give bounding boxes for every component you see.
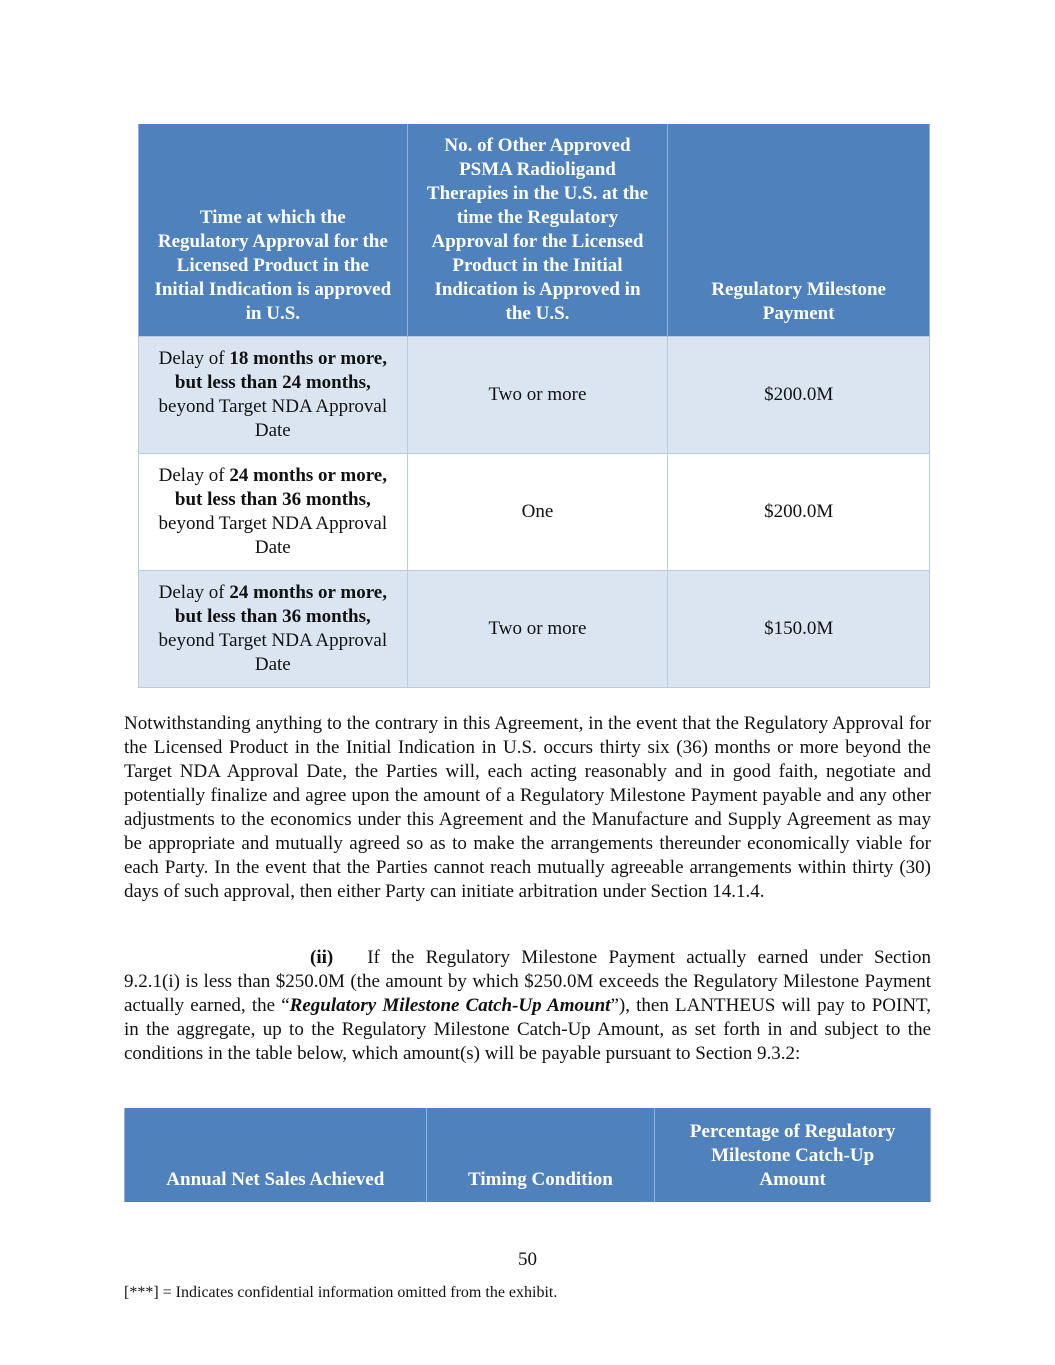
header-other-therapies: No. of Other Approved PSMA Radioligand Therapies in the U.S. at the time the Regulatory Approval for the Licensed Product in the Initial Indication is Approved in the U.S.	[407, 124, 668, 337]
cell-approval-time: Delay of 24 months or more, but less than 36 months, beyond Target NDA Approval Date	[139, 571, 408, 688]
defined-term: Regulatory Milestone Catch-Up Amount	[289, 995, 611, 1016]
page-number: 50	[518, 1249, 537, 1270]
cell-approval-time: Delay of 24 months or more, but less than 36 months, beyond Target NDA Approval Date	[139, 454, 408, 571]
table-header-row	[125, 1108, 931, 1202]
table-row	[139, 337, 930, 454]
header-annual-net-sales: Annual Net Sales Achieved	[125, 1108, 427, 1202]
cell-approval-time: Delay of 18 months or more, but less than 24 months, beyond Target NDA Approval Date	[139, 337, 408, 454]
table-header-row	[139, 124, 930, 337]
milestone-payment-table	[138, 124, 930, 688]
header-timing-condition: Timing Condition	[426, 1108, 655, 1202]
catch-up-amount-table	[124, 1108, 931, 1202]
header-catch-up-percentage: Percentage of Regulatory Milestone Catch-Up Amount	[655, 1108, 931, 1202]
cell-payment: $200.0M	[668, 454, 930, 571]
catch-up-paragraph: (ii) If the Regulatory Milestone Payment actually earned under Section 9.2.1(i) is less than $250.0M (the amount by which $250.0M exceeds the Regulatory Milestone Payment actually earned, the “Regulatory Milestone Catch-Up Amount”), then LANTHEUS will pay to POINT, in the aggregate, up to the Regulatory Milestone Catch-Up Amount, as set forth in and subject to the conditions in the table below, which amount(s) will be payable pursuant to Section 9.3.2:	[124, 947, 931, 1064]
cell-therapy-count: One	[407, 454, 668, 571]
cell-payment: $150.0M	[668, 571, 930, 688]
cell-therapy-count: Two or more	[407, 337, 668, 454]
confidentiality-footnote: [***] = Indicates confidential information omitted from the exhibit.	[124, 1284, 558, 1301]
cell-payment: $200.0M	[668, 337, 930, 454]
clause-marker: (ii)	[310, 947, 334, 968]
arbitration-paragraph: Notwithstanding anything to the contrary in this Agreement, in the event that the Regulatory Approval for the Licensed Product in the Initial Indication in U.S. occurs thirty six (36) months or more beyond the Target NDA Approval Date, the Parties will, each acting reasonably and in good faith, negotiate and potentially finalize and agree upon the amount of a Regulatory Milestone Payment payable and any other adjustments to the economics under this Agreement and the Manufacture and Supply Agreement as may be appropriate and mutually agreed so as to make the arrangements thereunder economically viable for each Party. In the event that the Parties cannot reach mutually agreeable arrangements within thirty (30) days of such approval, then either Party can initiate arbitration under Section 14.1.4.	[124, 713, 931, 902]
header-milestone-payment: Regulatory Milestone Payment	[668, 124, 930, 337]
table-row	[139, 454, 930, 571]
table-row	[139, 571, 930, 688]
header-approval-time: Time at which the Regulatory Approval for the Licensed Product in the Initial Indication is approved in U.S.	[139, 124, 408, 337]
cell-therapy-count: Two or more	[407, 571, 668, 688]
